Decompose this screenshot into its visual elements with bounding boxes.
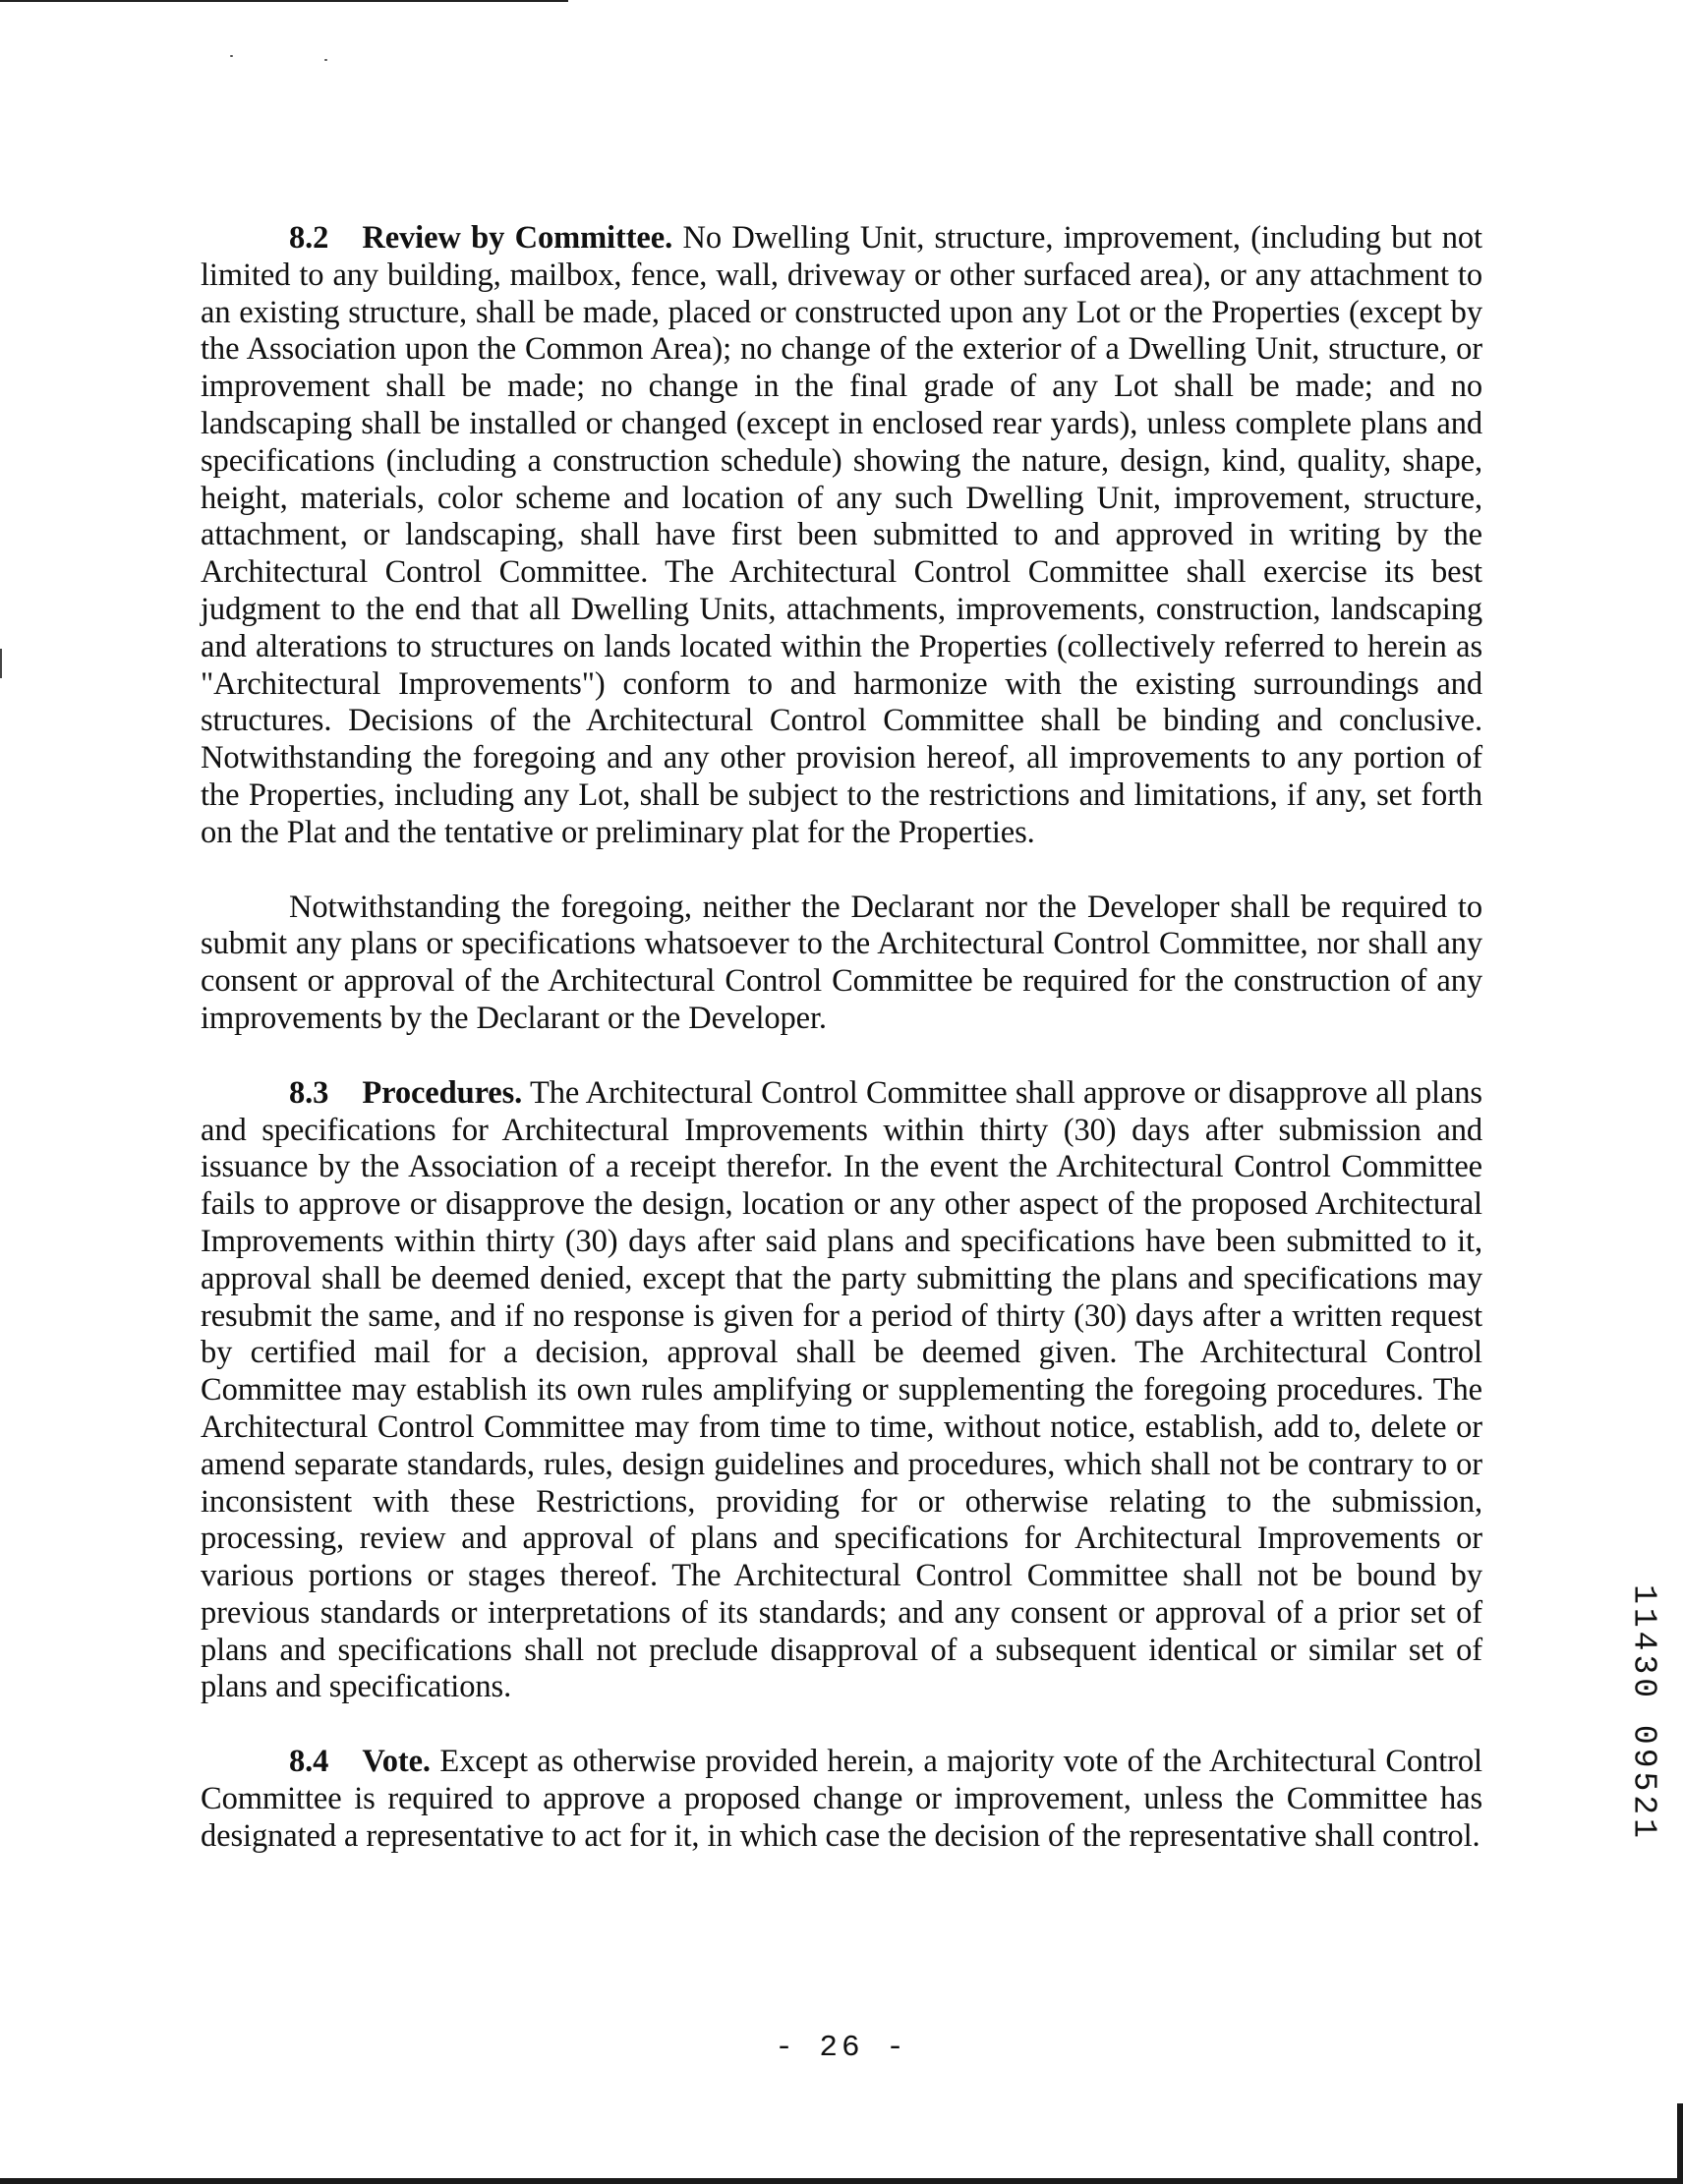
scan-top-rule (0, 0, 568, 2)
section-text: Notwithstanding the foregoing, neither the Declarant nor the Developer shall be required to submit any plans or specifications whatsoever to the Architectural Control Committee, nor shall any consent or approval of the Architectural Control Committee be required for the construction of any improvements by the Declarant or the Developer. (201, 889, 1482, 1036)
section-number: 8.2 (289, 220, 329, 256)
margin-stamp-text: 11430 09521 (1625, 1584, 1662, 1842)
scan-edge-mark (0, 649, 2, 678)
section-8-2-paragraph (201, 220, 1482, 852)
section-title: Review by Committee. (362, 220, 673, 256)
section-title: Procedures. (362, 1074, 523, 1111)
scan-speck (230, 55, 233, 57)
section-title: Vote. (362, 1744, 431, 1780)
section-number: 8.4 (289, 1744, 329, 1780)
scan-speck (324, 59, 327, 61)
document-body (201, 220, 1482, 1856)
section-text: No Dwelling Unit, structure, improvement, (including but not limited to any building, mailbox, fence, wall, driveway or other surfaced area), or any attachment to an existing structure, shall be made, placed or constructed upon any Lot or the Properties (except by the Association upon the Common Area); no change of the exterior of a Dwelling Unit, structure, or improvement shall be made; no change in the final grade of any Lot shall be made; and no landscaping shall be installed or changed (except in enclosed rear yards), unless complete plans and specifications (including a construction schedule) showing the nature, design, kind, quality, shape, height, materials, color scheme and location of any such Dwelling Unit, improvement, structure, attachment, or landscaping, shall have first been submitted to and approved in writing by the Architectural Control Committee. The Architectural Control Committee shall exercise its best judgment to the end that all Dwelling Units, attachments, improvements, construction, landscaping and alterations to structures on lands located within the Properties (collectively referred to herein as "Architectural Improvements") conform to and harmonize with the existing surroundings and structures. Decisions of the Architectural Control Committee shall be binding and conclusive. Notwithstanding the foregoing and any other provision hereof, all improvements to any portion of the Properties, including any Lot, shall be subject to the restrictions and limitations, if any, set forth on the Plat and the tentative or preliminary plat for the Properties. (201, 220, 1482, 850)
page-number: - 26 - (775, 2031, 908, 2065)
section-number: 8.3 (289, 1074, 329, 1111)
margin-stamp (1626, 1584, 1661, 1842)
scan-right-edge (1677, 2103, 1683, 2184)
section-8-3-paragraph (201, 1075, 1482, 1707)
section-8-4-paragraph (201, 1744, 1482, 1855)
section-8-2-paragraph-2 (201, 890, 1482, 1038)
section-text: Except as otherwise provided herein, a majority vote of the Architectural Control Committee is required to approve a proposed change or improvement, unless the Committee has designated a representative to act for it, in which case the decision of the representative shall control. (201, 1744, 1482, 1854)
scan-bottom-edge (0, 2178, 1683, 2184)
section-text: The Architectural Control Committee shall approve or disapprove all plans and specifications for Architectural Improvements within thirty (30) days after submission and issuance by the Association of a receipt therefor. In the event the Architectural Control Committee fails to approve or disapprove the design, location or any other aspect of the proposed Architectural Improvements within thirty (30) days after said plans and specifications have been submitted to it, approval shall be deemed denied, except that the party submitting the plans and specifications may resubmit the same, and if no response is given for a period of thirty (30) days after a written request by certified mail for a decision, approval shall be deemed given. The Architectural Control Committee may establish its own rules amplifying or supplementing the foregoing procedures. The Architectural Control Committee may from time to time, without notice, establish, add to, delete or amend separate standards, rules, design guidelines and procedures, which shall not be contrary to or inconsistent with these Restrictions, providing for or otherwise relating to the submission, processing, review and approval of plans and specifications for Architectural Improvements or various portions or stages thereof. The Architectural Control Committee shall not be bound by previous standards or interpretations of its standards; and any consent or approval of a prior set of plans and specifications shall not preclude disapproval of a subsequent identical or similar set of plans and specifications. (201, 1074, 1482, 1705)
